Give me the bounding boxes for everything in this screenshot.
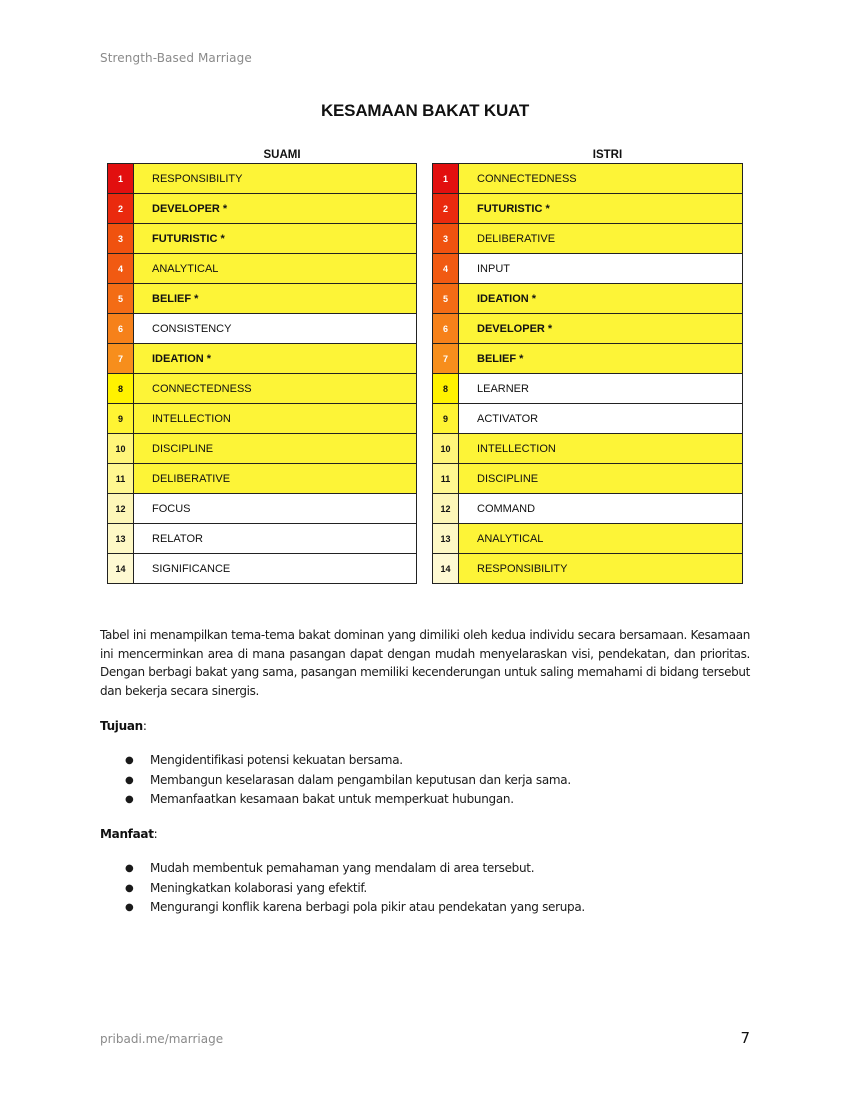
rank-cell: 10 (108, 434, 134, 463)
tujuan-colon: : (142, 719, 147, 733)
shared-theme-cell: FUTURISTIC * (459, 194, 742, 223)
theme-cell: LEARNER (459, 374, 742, 403)
rank-cell: 10 (433, 434, 459, 463)
table-heading: SUAMI (263, 149, 301, 161)
rank-cell: 1 (433, 164, 459, 193)
manfaat-colon: : (153, 827, 158, 841)
table-row (108, 194, 416, 224)
rank-cell: 13 (108, 524, 134, 553)
table-body (432, 163, 743, 584)
table-row (433, 434, 742, 464)
rank-cell: 7 (433, 344, 459, 373)
rank-cell: 4 (433, 254, 459, 283)
table-row (108, 494, 416, 524)
table-row (433, 554, 742, 584)
rank-cell: 2 (433, 194, 459, 223)
suami-table (107, 147, 417, 584)
rank-cell: 9 (433, 404, 459, 433)
bullet-icon: ● (125, 902, 134, 913)
theme-cell: RELATOR (134, 524, 416, 553)
table-row (108, 284, 416, 314)
table-heading: ISTRI (592, 149, 623, 161)
list-item (100, 751, 700, 771)
theme-cell: INPUT (459, 254, 742, 283)
istri-table (432, 147, 743, 584)
table-row (433, 344, 742, 374)
table-row (108, 254, 416, 284)
table-row (108, 344, 416, 374)
manfaat-label (100, 827, 157, 841)
theme-cell: RESPONSIBILITY (459, 554, 742, 583)
theme-cell: DISCIPLINE (459, 464, 742, 493)
table-row (108, 374, 416, 404)
theme-cell: ANALYTICAL (134, 254, 416, 283)
rank-cell: 8 (433, 374, 459, 403)
table-row (108, 434, 416, 464)
page-title: KESAMAAN BAKAT KUAT (320, 101, 530, 120)
footer-url: pribadi.me/marriage (100, 1032, 224, 1046)
table-row (433, 224, 742, 254)
list-item (100, 898, 700, 918)
theme-cell: INTELLECTION (459, 434, 742, 463)
rank-cell: 12 (108, 494, 134, 523)
rank-cell: 14 (433, 554, 459, 583)
bullet-icon: ● (125, 882, 134, 894)
shared-theme-cell: FUTURISTIC * (134, 224, 416, 253)
list-item-text: Memanfaatkan kesamaan bakat untuk memperkuat hubungan. (150, 792, 514, 806)
list-item-text: Meningkatkan kolaborasi yang efektif. (150, 880, 367, 895)
table-row (108, 404, 416, 434)
table-row (108, 314, 416, 344)
table-row (433, 194, 742, 224)
theme-cell: ACTIVATOR (459, 404, 742, 433)
rank-cell: 8 (108, 374, 134, 403)
shared-theme-cell: IDEATION * (459, 284, 742, 313)
manfaat-list (100, 859, 700, 918)
theme-cell: CONNECTEDNESS (134, 374, 416, 403)
rank-cell: 5 (433, 284, 459, 313)
theme-cell: ANALYTICAL (459, 524, 742, 553)
table-row (433, 374, 742, 404)
rank-cell: 13 (433, 524, 459, 553)
shared-theme-cell: IDEATION * (134, 344, 416, 373)
theme-cell: CONNECTEDNESS (459, 164, 742, 193)
table-row (433, 524, 742, 554)
table-row (108, 164, 416, 194)
running-header: Strength-Based Marriage (100, 51, 252, 65)
table-row (433, 404, 742, 434)
table-body (107, 163, 417, 584)
tujuan-list (100, 751, 700, 810)
theme-cell: DISCIPLINE (134, 434, 416, 463)
table-row (433, 164, 742, 194)
theme-cell: FOCUS (134, 494, 416, 523)
table-row (108, 524, 416, 554)
table-row (433, 494, 742, 524)
rank-cell: 11 (433, 464, 459, 493)
theme-cell: DELIBERATIVE (134, 464, 416, 493)
table-row (433, 254, 742, 284)
bullet-icon: ● (125, 755, 134, 766)
table-row (433, 314, 742, 344)
theme-cell: INTELLECTION (134, 404, 416, 433)
shared-theme-cell: BELIEF * (134, 284, 416, 313)
bullet-icon: ● (125, 794, 134, 805)
rank-cell: 12 (433, 494, 459, 523)
list-item-text: Mudah membentuk pemahaman yang mendalam di area tersebut. (150, 861, 535, 875)
tujuan-label-text: Tujuan (100, 719, 143, 733)
table-row (433, 284, 742, 314)
description-paragraph: Tabel ini menampilkan tema-tema bakat dominan yang dimiliki oleh kedua individu secara bersamaan. Kesamaan ini mencerminkan area di mana pasangan dapat dengan mudah menyelaraskan visi, pendekatan, dan prioritas. Dengan berbagi bakat yang sama, pasangan memiliki kecenderungan untuk saling memahami di bidang tersebut dan bekerja secara sinergis. (100, 628, 750, 699)
list-item (100, 859, 700, 879)
theme-cell: DELIBERATIVE (459, 224, 742, 253)
rank-cell: 9 (108, 404, 134, 433)
theme-cell: SIGNIFICANCE (134, 554, 416, 583)
tujuan-label (100, 719, 147, 733)
list-item (100, 771, 700, 791)
shared-theme-cell: BELIEF * (459, 344, 742, 373)
table-row (108, 224, 416, 254)
list-item (100, 879, 700, 899)
bullet-icon: ● (125, 863, 134, 874)
rank-cell: 5 (108, 284, 134, 313)
table-row (108, 554, 416, 584)
table-row (433, 464, 742, 494)
list-item-text: Mengidentifikasi potensi kekuatan bersama. (150, 753, 403, 767)
rank-cell: 6 (108, 314, 134, 343)
rank-cell: 7 (108, 344, 134, 373)
rank-cell: 14 (108, 554, 134, 583)
rank-cell: 1 (108, 164, 134, 193)
shared-theme-cell: DEVELOPER * (459, 314, 742, 343)
rank-cell: 6 (433, 314, 459, 343)
manfaat-label-text: Manfaat (100, 827, 154, 841)
rank-cell: 4 (108, 254, 134, 283)
rank-cell: 3 (108, 224, 134, 253)
list-item-text: Mengurangi konflik karena berbagi pola pikir atau pendekatan yang serupa. (150, 900, 585, 914)
rank-cell: 11 (108, 464, 134, 493)
list-item (100, 790, 700, 810)
table-row (108, 464, 416, 494)
rank-cell: 2 (108, 194, 134, 223)
page-number: 7 (740, 1029, 750, 1047)
bullet-icon: ● (125, 774, 134, 786)
rank-cell: 3 (433, 224, 459, 253)
theme-cell: RESPONSIBILITY (134, 164, 416, 193)
list-item-text: Membangun keselarasan dalam pengambilan keputusan dan kerja sama. (150, 772, 571, 787)
theme-cell: CONSISTENCY (134, 314, 416, 343)
shared-theme-cell: DEVELOPER * (134, 194, 416, 223)
theme-cell: COMMAND (459, 494, 742, 523)
